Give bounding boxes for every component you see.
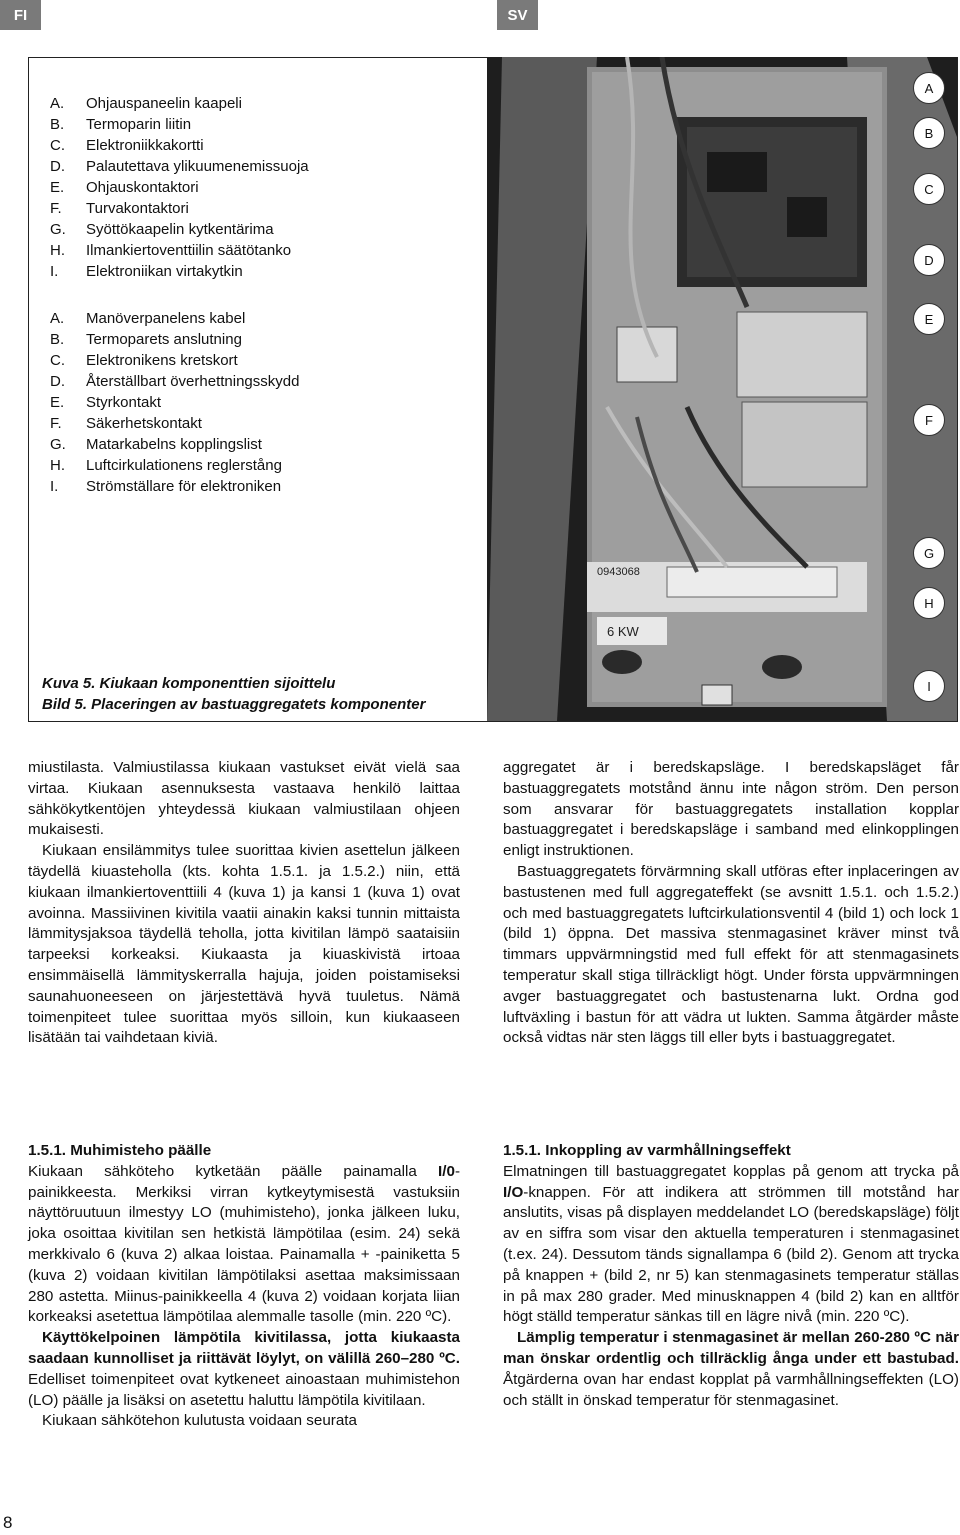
legend-swedish [50, 308, 299, 497]
power-label: 6 KW [607, 624, 639, 639]
language-tab-sv: SV [497, 0, 538, 30]
callout-g: G [913, 537, 945, 569]
callout-i: I [913, 670, 945, 702]
callout-c: C [913, 173, 945, 205]
callout-a: A [913, 72, 945, 104]
paragraph: Kiukaan sähköteho kytketään päälle painamalla I/0-painikkeesta. Merkiksi virran kytkeytymisestä vastuksiin näyttöruutuun ilmestyy LO (muhimisteho), jonka jälkeen luku, joka osoittaa kivitilan sen hetkistä lämpötilaa (esim. 24) sekä merkkivalo 6 (kuva 2) alkaa loistaa. Painamalla + -painiketta 5 (kuva 2) voidaan kivitilan lämpötilaksi asettaa maksimissaan 280 astetta. Miinus-painikkeella 4 (kuva 2) voidaan korjata liian korkeaksi asetettua lämpötilaa alemmalle tasolle (min. 220 ºC). [28, 1162, 460, 1326]
section-heading: 1.5.1. Muhimisteho päälle [28, 1142, 212, 1159]
legend-item: E. Ohjauskontaktori [50, 179, 199, 196]
legend-item: G. Matarkabelns kopplingslist [50, 436, 262, 453]
legend-item: A. Ohjauspaneelin kaapeli [50, 95, 242, 112]
figure-caption-sv: Bild 5. Placeringen av bastuaggregatets komponenter [42, 696, 426, 713]
callout-b: B [913, 117, 945, 149]
legend-item: C. Elektronikens kretskort [50, 352, 238, 369]
legend-item: I. Strömställare för elektroniken [50, 478, 282, 495]
finnish-text-top [28, 758, 460, 1049]
swedish-text-top [503, 758, 959, 1049]
legend-item: D. Palautettava ylikuumenemissuoja [50, 158, 309, 175]
paragraph: miustilasta. Valmiustilassa kiukaan vastukset eivät vielä saa virtaa. Kiukaan asennuksesta vastaava henkilö laittaa sähkökytkentöjen yhteydessä kiukaan valmiustilaan ohjeen mukaisesti. [28, 759, 460, 839]
heater-components-photo [487, 57, 957, 721]
paragraph: Käyttökelpoinen lämpötila kivitilassa, jotta kiukaasta saadaan kunnolliset ja riittävät löylyt, on välillä 260–280 ºC. Edelliset toimenpiteet ovat kytkeneet ainoastaan muhimistehon (LO) päälle ja lisäksi on asetettu haluttu lämpötila kivitilaan. [28, 1329, 460, 1409]
legend-item: A. Manöverpanelens kabel [50, 310, 246, 327]
paragraph: Bastuaggregatets förvärmning skall utföras efter inplaceringen av bastustenen med full aggregateffekt (se avsnitt 1.5.1. och 1.5.2.) och med bastuaggregatets luftcirkulationsventil 4 (bild 1) och lock 1 (bild 1) öppna. Det massiva stenmagasinet kräver minst två timmars uppvärmningstid med full effekt för att stenmagasinets temperatur skall stiga tillräckligt högt. Under första uppvärmningen avger bastuaggregatet och bastustenarna lukt. Ordna god luftväxling i bastun för att vädra ut lukten. Samma åtgärder måste också vidtas när sten läggs till eller byts i bastuaggregatet. [503, 862, 959, 1047]
paragraph: Kiukaan sähkötehon kulutusta voidaan seurata [42, 1412, 357, 1430]
serial-label: 0943068 [597, 566, 640, 578]
legend-item: H. Ilmankiertoventtiilin säätötanko [50, 242, 292, 259]
figure-caption-fi: Kuva 5. Kiukaan komponenttien sijoittelu [42, 675, 336, 692]
legend-item: B. Termoparin liitin [50, 116, 192, 133]
callout-e: E [913, 303, 945, 335]
swedish-text-bottom [503, 1141, 959, 1411]
language-tab-fi: FI [0, 0, 41, 30]
page-number: 8 [3, 1513, 13, 1532]
legend-item: D. Återställbart överhettningsskydd [50, 373, 300, 390]
legend-finnish [50, 93, 309, 282]
paragraph: aggregatet är i beredskapsläge. I beredskapsläget får bastuaggregatets motstånd ännu inte någon ström. Den person som ansvarar för bastuaggregatets installation kopplar bastuaggregatet i beredskapsläge i samband med elinkopplingen enligt instruktionen. [503, 759, 959, 860]
legend-item: I. Elektroniikan virtakytkin [50, 263, 243, 280]
legend-item: C. Elektroniikkakortti [50, 137, 204, 154]
callout-f: F [913, 404, 945, 436]
legend-item: E. Styrkontakt [50, 394, 162, 411]
callout-d: D [913, 244, 945, 276]
legend-item: G. Syöttökaapelin kytkentärima [50, 221, 274, 238]
legend-item: F. Säkerhetskontakt [50, 415, 202, 432]
legend-item: F. Turvakontaktori [50, 200, 189, 217]
paragraph: Lämplig temperatur i stenmagasinet är mellan 260-280 ºC när man önskar ordentlig och tillräcklig ånga under ett bastubad. Åtgärderna ovan har endast kopplat på varmhållningseffekten (LO) och ställt in önskad temperatur för stenmagasinet. [503, 1329, 959, 1409]
paragraph: Elmatningen till bastuaggregatet kopplas på genom att trycka på I/O-knappen. För att indikera att strömmen till motstånd har anslutits, visas på displayen meddelandet LO (beredskapsläge) följt av en siffra som visar den aktuella temperaturen i stenmagasinet (t.ex. 24). Dessutom tänds signallampa 6 (bild 2). Genom att trycka på knappen + (bild 2, nr 5) kan stenmagasinets temperatur ställas in på max 280 grader. Med minusknappen 4 (bild 2) kan en alltför högt ställd temperatur sänkas till en lägre nivå (min. 220 ºC). [503, 1162, 959, 1326]
finnish-text-bottom [28, 1141, 460, 1432]
legend-item: B. Termoparets anslutning [50, 331, 242, 348]
legend-item: H. Luftcirkulationens reglerstång [50, 457, 282, 474]
paragraph: Kiukaan ensilämmitys tulee suorittaa kivien asettelun jälkeen täydellä kiuasteholla (kts. kohta 1.5.1. ja 1.5.2.) niin, että kiukaan ilmankiertoventtiili 4 (kuva 1) ja kansi 1 (kuva 1) ovat avoinna. Massiivinen kivitila vaatii ainakin kaksi tunnin mittaista lämmitysjaksoa täydellä teholla, jotta kivitilan lämpö saataisiin tarpeeksi korkeaksi. Kiukaasta ja kiuaskivistä irtoaa ensimmäisellä lämmityskerralla hajuja, joiden poistamiseksi saunahuoneeseen on järjestettävä hyvä tuuletus. Nämä toimenpiteet tulee suorittaa myös silloin, kun kiukaaseen lisätään tai vaihdetaan kiviä. [28, 842, 460, 1047]
section-heading: 1.5.1. Inkoppling av varmhållningseffekt [503, 1142, 791, 1159]
callout-h: H [913, 587, 945, 619]
